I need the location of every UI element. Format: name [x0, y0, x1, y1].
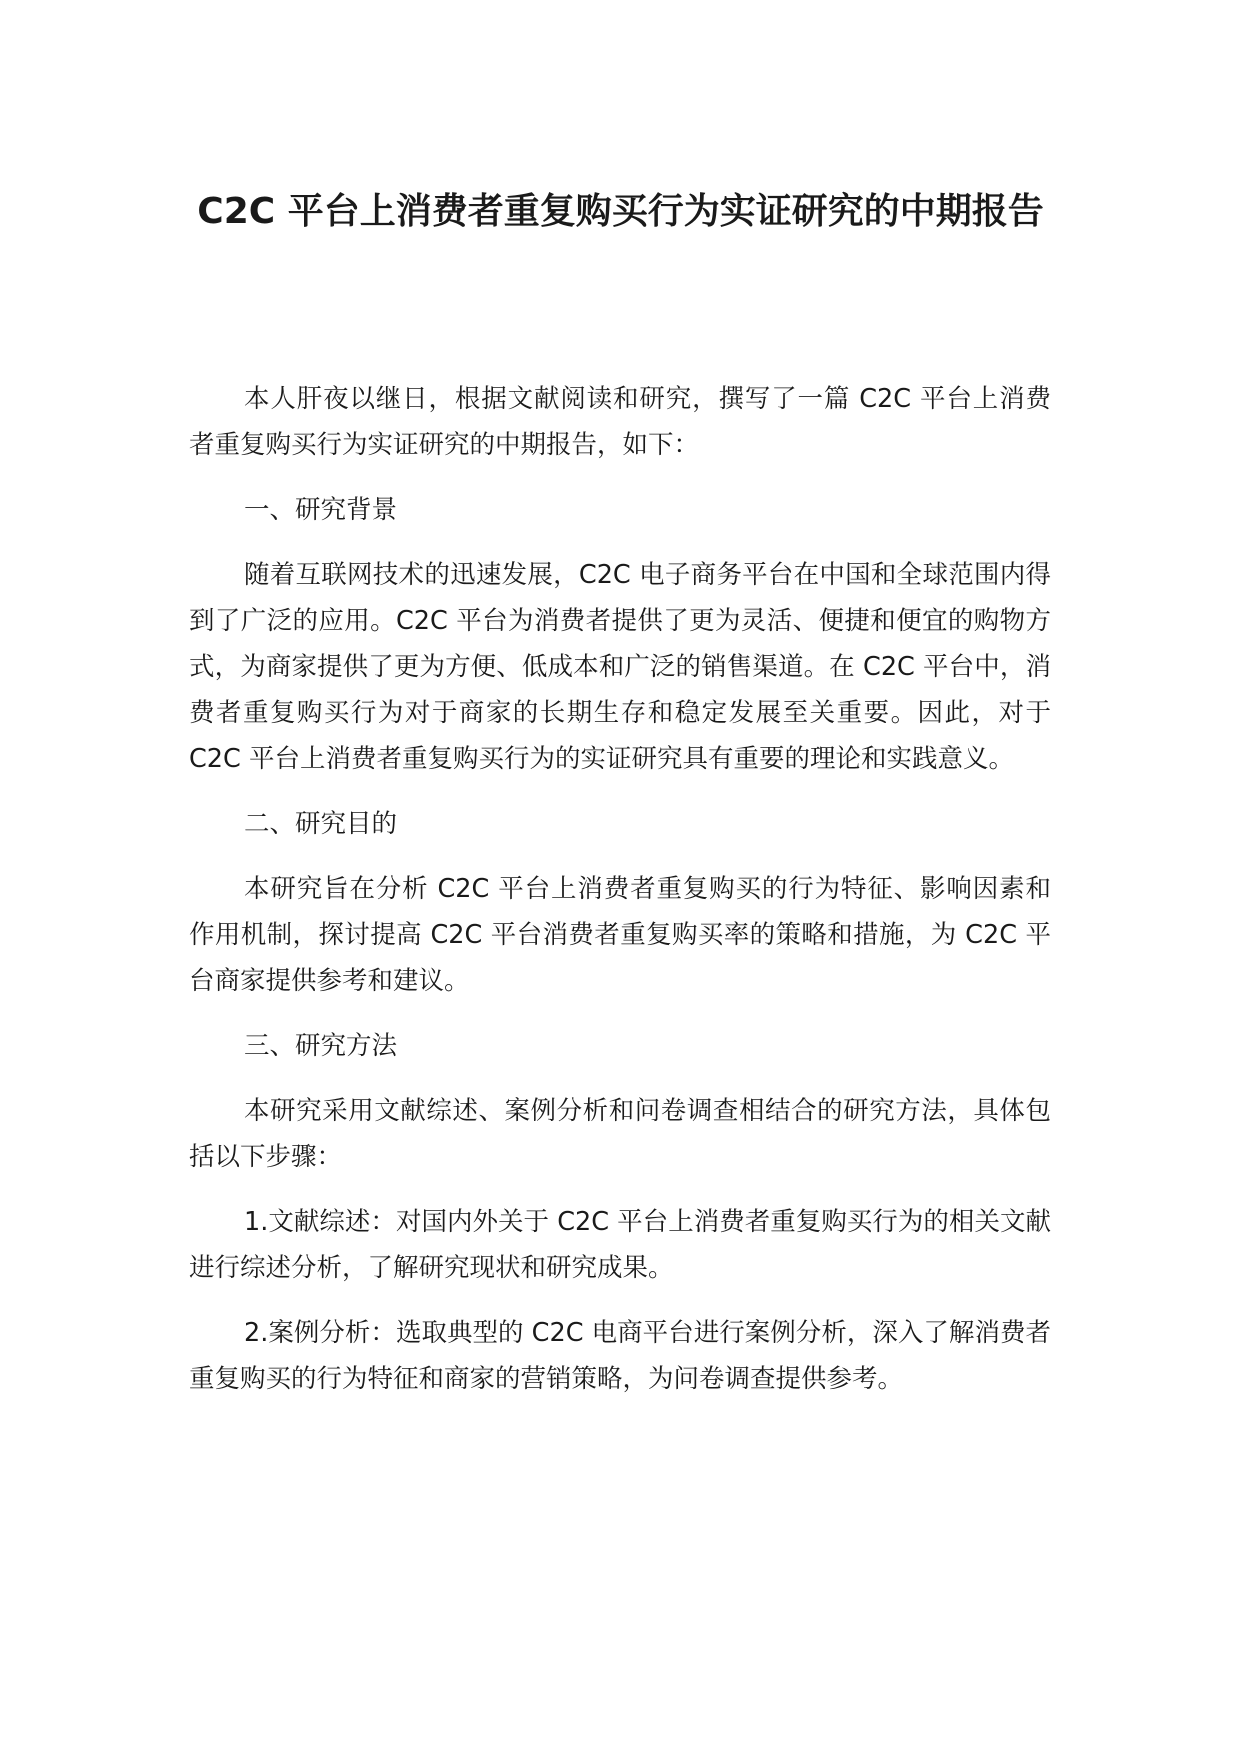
- method-paragraph: 本研究采用文献综述、案例分析和问卷调查相结合的研究方法，具体包括以下步骤：: [189, 1096, 1051, 1172]
- method-step-literature: 1.文献综述：对国内外关于 C2C 平台上消费者重复购买行为的相关文献进行综述分析，了解研究现状和研究成果。: [189, 1207, 1051, 1283]
- background-paragraph: 随着互联网技术的迅速发展，C2C 电子商务平台在中国和全球范围内得到了广泛的应用。C2C 平台为消费者提供了更为灵活、便捷和便宜的购物方式，为商家提供了更为方便、低成本和广泛的销售渠道。在 C2C 平台中，消费者重复购买行为对于商家的长期生存和稳定发展至关重要。因此，对于 C2C 平台上消费者重复购买行为的实证研究具有重要的理论和实践意义。: [189, 560, 1051, 774]
- document-title: C2C 平台上消费者重复购买行为实证研究的中期报告: [197, 191, 1044, 232]
- section-heading-method: 三、研究方法: [244, 1031, 398, 1061]
- intro-paragraph: 本人肝夜以继日，根据文献阅读和研究，撰写了一篇 C2C 平台上消费者重复购买行为实证研究的中期报告，如下：: [189, 384, 1051, 460]
- method-step-case: 2.案例分析：选取典型的 C2C 电商平台进行案例分析，深入了解消费者重复购买的行为特征和商家的营销策略，为问卷调查提供参考。: [189, 1318, 1051, 1394]
- purpose-paragraph: 本研究旨在分析 C2C 平台上消费者重复购买的行为特征、影响因素和作用机制，探讨提高 C2C 平台消费者重复购买率的策略和措施，为 C2C 平台商家提供参考和建议。: [189, 874, 1051, 996]
- section-heading-purpose: 二、研究目的: [244, 809, 398, 839]
- document-body: [189, 376, 1051, 1421]
- section-heading-background: 一、研究背景: [244, 495, 398, 525]
